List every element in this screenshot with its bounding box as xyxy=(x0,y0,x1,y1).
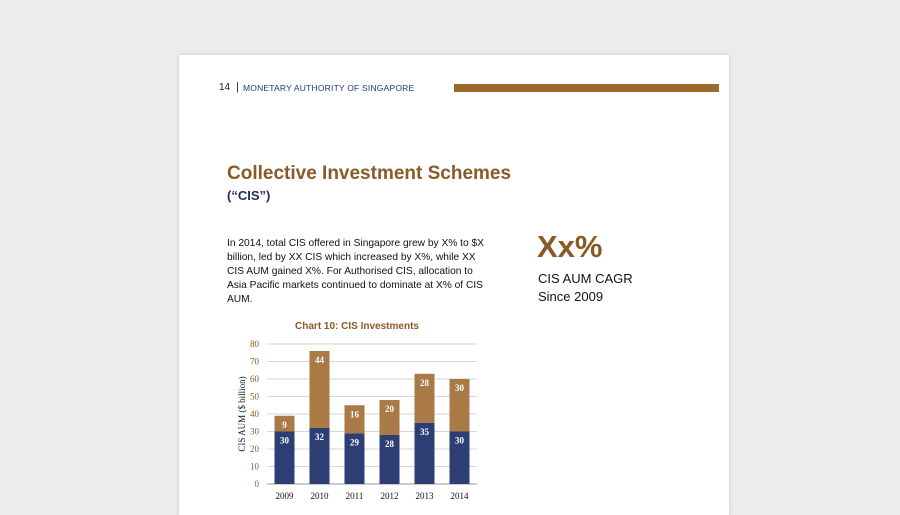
section-subtitle: (“CIS”) xyxy=(227,188,271,203)
bar-value-label: 44 xyxy=(315,355,324,365)
highlight-label-line2: Since 2009 xyxy=(538,289,604,304)
y-tick-label: 80 xyxy=(250,339,259,349)
y-tick-label: 70 xyxy=(250,356,259,367)
y-tick-label: 10 xyxy=(250,461,259,472)
x-tick-label: 2009 xyxy=(275,491,294,501)
y-tick-label: 40 xyxy=(250,409,259,419)
bar-value-label: 28 xyxy=(385,439,394,449)
bar-value-label: 29 xyxy=(350,437,359,448)
y-axis-label: CIS AUM ($ billion) xyxy=(237,376,247,452)
bar-value-label: 35 xyxy=(420,426,429,437)
header-accent-bar xyxy=(454,84,719,92)
y-tick-label: 0 xyxy=(254,479,259,489)
x-tick-label: 2011 xyxy=(345,491,364,501)
x-tick-label: 2013 xyxy=(415,491,434,501)
section-title: Collective Investment Schemes xyxy=(227,163,512,184)
highlight-label-line1: CIS AUM CAGR xyxy=(538,271,633,286)
y-tick-label: 60 xyxy=(250,374,259,384)
document-page xyxy=(179,55,729,515)
y-tick-label: 30 xyxy=(250,426,259,437)
y-tick-label: 20 xyxy=(250,444,259,454)
y-tick-label: 50 xyxy=(250,391,259,402)
chart-title: Chart 10: CIS Investments xyxy=(295,321,419,332)
header-organization: MONETARY AUTHORITY OF SINGAPORE xyxy=(243,83,415,93)
page-number: 14 xyxy=(219,82,231,93)
x-tick-label: 2010 xyxy=(310,491,329,501)
body-paragraph: In 2014, total CIS offered in Singapore grew by X% to $X billion, led by XX CIS which increased by X%, while XX CIS AUM gained X%. For Authorised CIS, allocation to Asia Pacific markets continued to dominate at X% of CIS AUM. xyxy=(227,238,484,305)
bar-value-label: 30 xyxy=(455,383,464,393)
highlight-value: Xx% xyxy=(537,229,603,264)
bar-value-label: 20 xyxy=(385,404,394,414)
x-tick-label: 2014 xyxy=(450,491,469,501)
cis-investments-chart xyxy=(229,315,489,515)
bar-value-label: 30 xyxy=(455,435,464,446)
header-separator: | xyxy=(236,81,239,93)
x-tick-label: 2012 xyxy=(380,491,399,501)
bar-value-label: 16 xyxy=(350,409,359,420)
highlight-label xyxy=(538,270,633,306)
bar-value-label: 9 xyxy=(282,419,287,430)
bar-value-label: 32 xyxy=(315,432,324,442)
bar-value-label: 30 xyxy=(280,435,289,446)
bar-value-label: 28 xyxy=(420,377,429,388)
